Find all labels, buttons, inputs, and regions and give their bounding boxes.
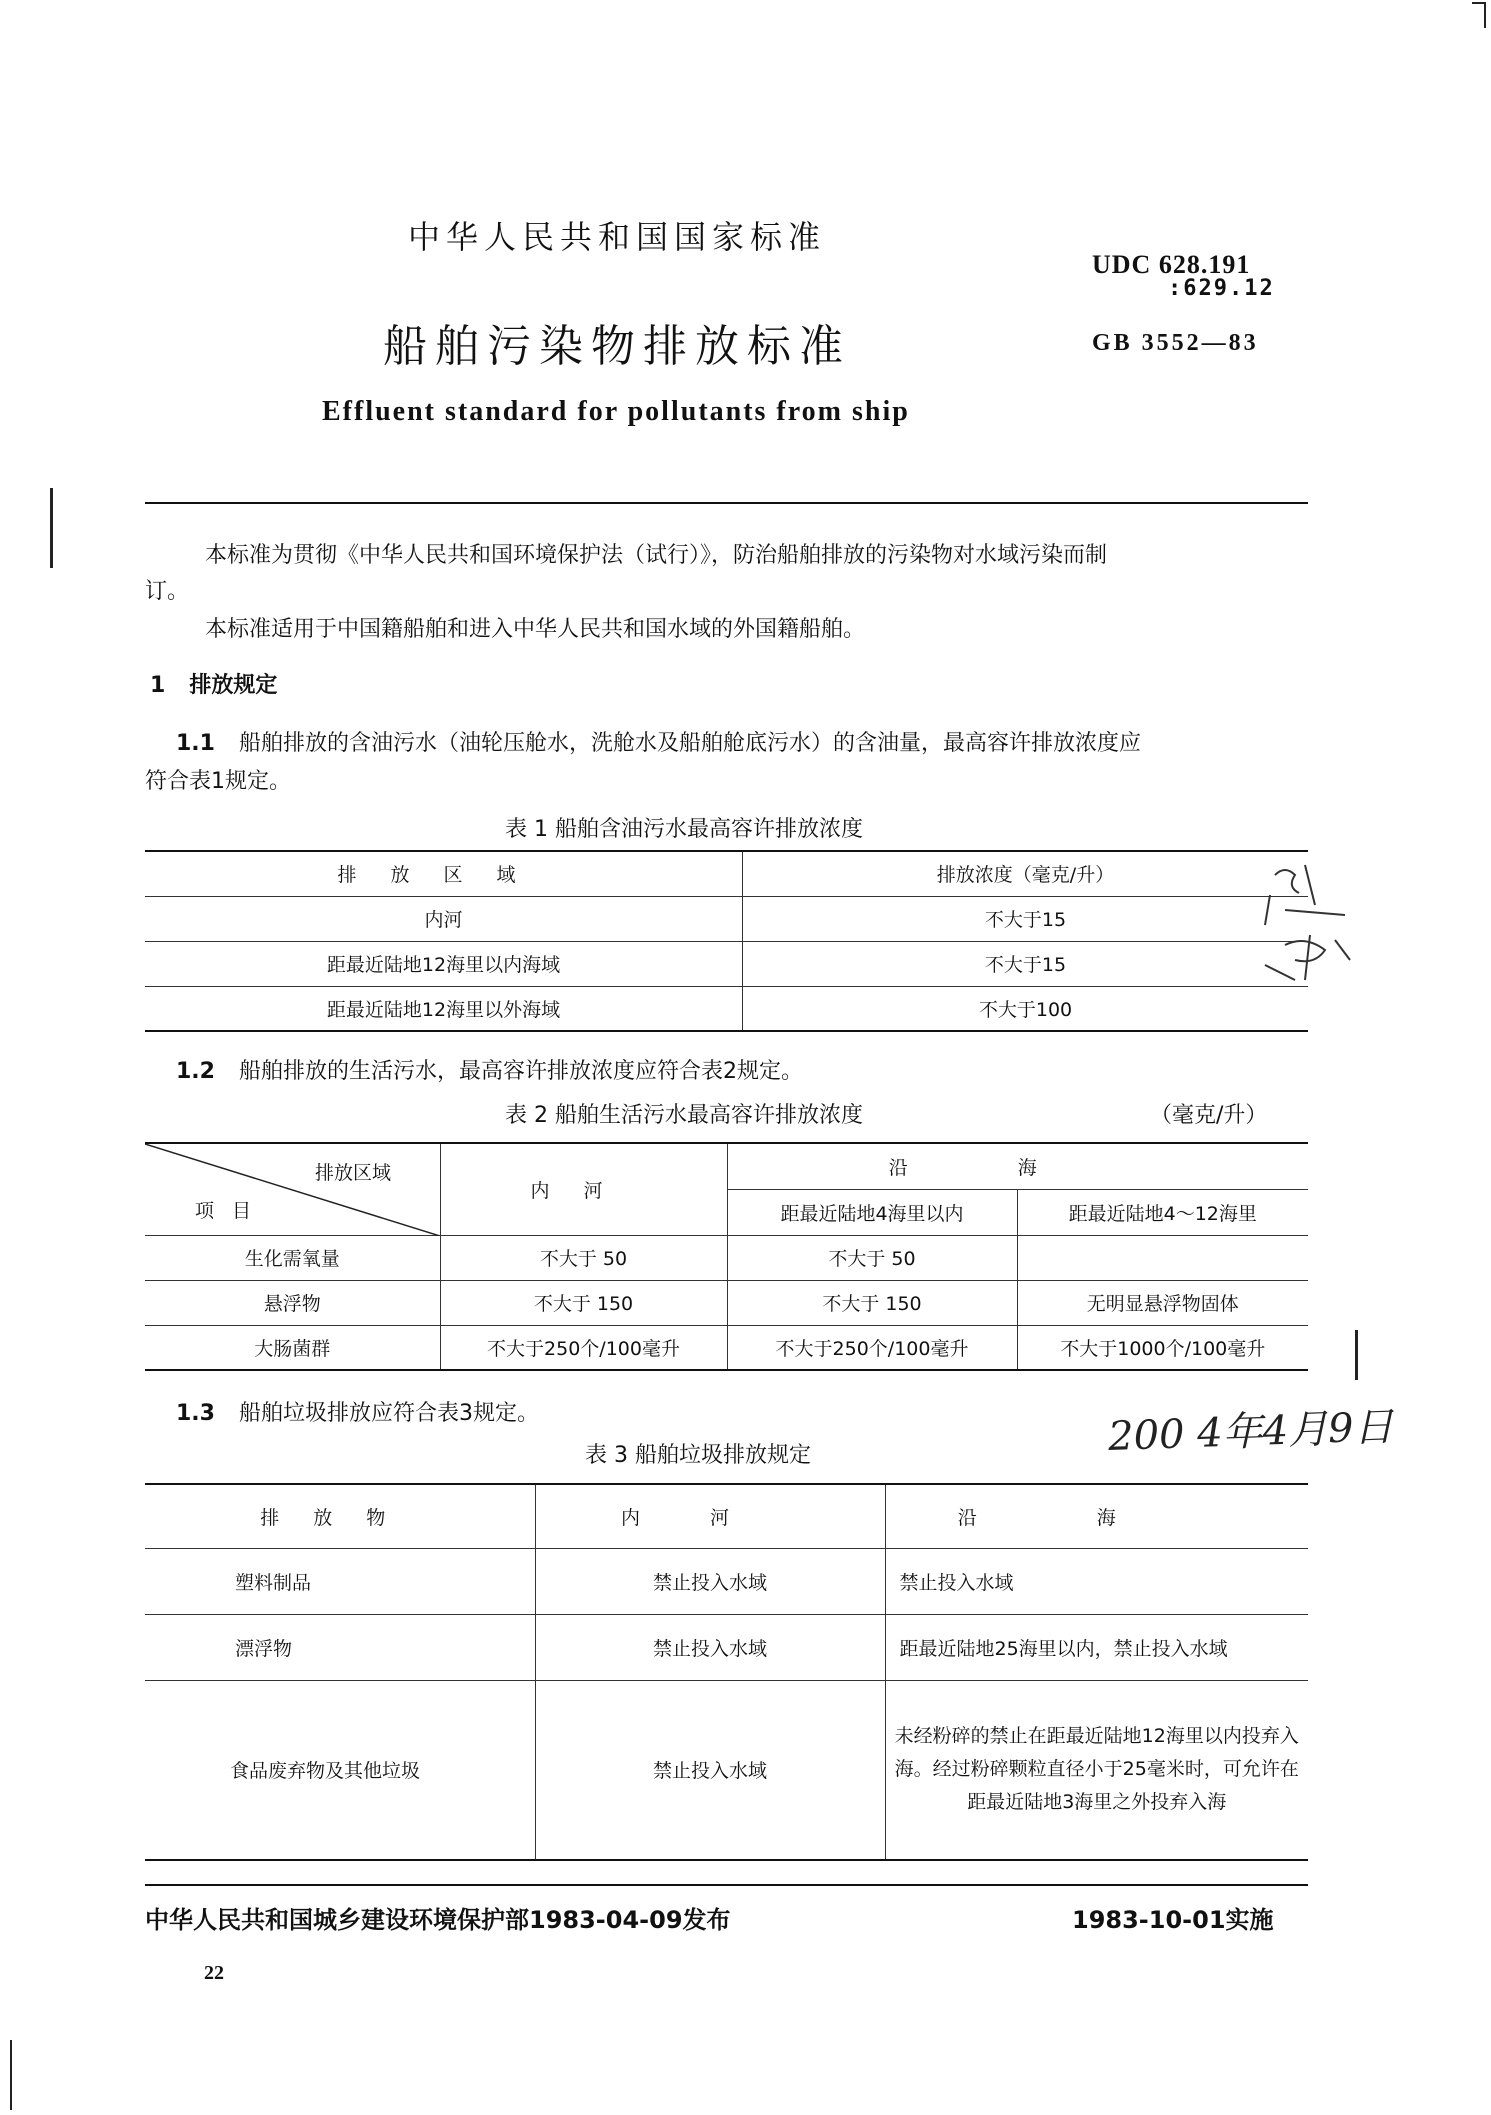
table-row	[145, 1548, 1308, 1614]
gb-standard-code: GB 3552—83	[1092, 330, 1259, 356]
table-row	[145, 1280, 1308, 1325]
scan-margin-mark	[50, 488, 53, 568]
section-title: 排放规定	[189, 673, 278, 698]
table2-corner-bottom-label: 项目	[195, 1200, 270, 1222]
clause-number: 1.1	[176, 731, 215, 756]
clause-1-3	[176, 1396, 539, 1432]
national-standard-label: 中华人民共和国国家标准	[408, 218, 827, 256]
table2-corner-diagonal	[145, 1144, 440, 1236]
table3-cell: 塑料制品	[145, 1548, 535, 1614]
table3-cell: 食品废弃物及其他垃圾	[145, 1680, 535, 1860]
page-number: 22	[204, 1962, 224, 1984]
table2-cell: 不大于 50	[440, 1235, 727, 1280]
table2-header-within-4nm: 距最近陆地4海里以内	[727, 1189, 1017, 1235]
table3-header-row	[145, 1484, 1308, 1548]
clause-1-1-line-1	[176, 726, 1141, 762]
table2-header-4-to-12nm: 距最近陆地4～12海里	[1017, 1189, 1308, 1235]
table2-corner-cell	[145, 1143, 440, 1235]
table2-caption: 表 2 船舶生活污水最高容许排放浓度	[505, 1103, 863, 1128]
table3-cell: 未经粉碎的禁止在距最近陆地12海里以内投弃入海。经过粉碎颗粒直径小于25毫米时，可允许在距最近陆地3海里之外投弃入海	[885, 1680, 1308, 1860]
table3-header-river: 内河	[535, 1484, 885, 1548]
table1-cell: 不大于100	[743, 986, 1309, 1031]
table3-cell: 禁止投入水域	[535, 1548, 885, 1614]
intro-paragraph-1-line-1: 本标准为贯彻《中华人民共和国环境保护法（试行）》，防治船舶排放的污染物对水域污染而制	[205, 543, 1108, 568]
document-title-english: Effluent standard for pollutants from ship	[322, 396, 910, 427]
handwritten-date-stamp: 200 4年4月9日	[1107, 1404, 1395, 1460]
intro-paragraph-1-line-2: 订。	[145, 579, 190, 604]
section-heading	[150, 668, 277, 699]
table1-cell: 不大于15	[743, 896, 1309, 941]
table-row	[145, 896, 1308, 941]
clause-text: 船舶排放的生活污水，最高容许排放浓度应符合表2规定。	[238, 1059, 803, 1084]
table1-cell: 距最近陆地12海里以外海域	[145, 986, 743, 1031]
section-number: 1	[150, 673, 166, 698]
table3-cell: 禁止投入水域	[535, 1614, 885, 1680]
table2-cell: 悬浮物	[145, 1280, 440, 1325]
scan-margin-mark	[1355, 1330, 1358, 1380]
table-row	[145, 1614, 1308, 1680]
clause-text: 船舶垃圾排放应符合表3规定。	[238, 1401, 539, 1426]
table3-header-item: 排放物	[145, 1484, 535, 1548]
table3-cell: 漂浮物	[145, 1614, 535, 1680]
table2-unit: （毫克/升）	[1150, 1103, 1268, 1128]
table1	[145, 850, 1308, 1032]
table2-cell: 生化需氧量	[145, 1235, 440, 1280]
table2-header-coast: 沿海	[727, 1143, 1308, 1189]
table2-cell	[1017, 1235, 1308, 1280]
table1-header-row	[145, 851, 1308, 896]
effective-date: 1983-10-01实施	[1072, 1906, 1274, 1934]
table2-cell: 大肠菌群	[145, 1325, 440, 1370]
table3-cell: 禁止投入水域	[535, 1680, 885, 1860]
table2-cell: 不大于 150	[727, 1280, 1017, 1325]
handwritten-margin-note	[1255, 855, 1365, 995]
document-title: 船舶污染物排放标准	[383, 321, 851, 372]
udc-code-secondary: :629.12	[1168, 276, 1275, 301]
scan-margin-mark	[10, 2040, 12, 2110]
table-row	[145, 1680, 1308, 1860]
table1-cell: 不大于15	[743, 941, 1309, 986]
intro-paragraph-2: 本标准适用于中国籍船舶和进入中华人民共和国水域的外国籍船舶。	[205, 617, 866, 642]
table2-cell: 不大于1000个/100毫升	[1017, 1325, 1308, 1370]
clause-text: 船舶排放的含油污水（油轮压舱水，洗舱水及船舶舱底污水）的含油量，最高容许排放浓度应	[238, 731, 1141, 756]
clause-number: 1.2	[176, 1059, 215, 1084]
table3-cell: 禁止投入水域	[885, 1548, 1308, 1614]
table1-cell: 距最近陆地12海里以内海域	[145, 941, 743, 986]
table2-cell: 无明显悬浮物固体	[1017, 1280, 1308, 1325]
issuer-line: 中华人民共和国城乡建设环境保护部1983-04-09发布	[145, 1906, 731, 1934]
table2-cell: 不大于 50	[727, 1235, 1017, 1280]
table2-cell: 不大于 150	[440, 1280, 727, 1325]
table-row	[145, 1325, 1308, 1370]
scan-corner-mark	[1484, 2, 1486, 28]
table-row	[145, 941, 1308, 986]
table2-cell: 不大于250个/100毫升	[727, 1325, 1017, 1370]
table2-cell: 不大于250个/100毫升	[440, 1325, 727, 1370]
table1-caption: 表 1 船舶含油污水最高容许排放浓度	[505, 817, 863, 842]
clause-1-1-line-2: 符合表1规定。	[145, 769, 291, 794]
table3-cell: 距最近陆地25海里以内，禁止投入水域	[885, 1614, 1308, 1680]
table2	[145, 1142, 1308, 1371]
table2-corner-top-label: 排放区域	[315, 1162, 392, 1184]
udc-code: UDC 628.191	[1092, 250, 1251, 279]
footer-divider	[145, 1884, 1308, 1886]
table-row	[145, 986, 1308, 1031]
header-divider	[145, 502, 1308, 504]
table3	[145, 1483, 1308, 1861]
table-row	[145, 1235, 1308, 1280]
table1-header-concentration: 排放浓度（毫克/升）	[743, 851, 1309, 896]
table2-header-row-1	[145, 1143, 1308, 1189]
table1-cell: 内河	[145, 896, 743, 941]
table3-caption: 表 3 船舶垃圾排放规定	[585, 1443, 811, 1468]
clause-1-2	[176, 1054, 803, 1090]
table2-header-river: 内河	[440, 1143, 727, 1235]
table1-header-zone: 排放区域	[145, 851, 743, 896]
clause-number: 1.3	[176, 1401, 215, 1426]
table3-header-coast: 沿海	[885, 1484, 1308, 1548]
